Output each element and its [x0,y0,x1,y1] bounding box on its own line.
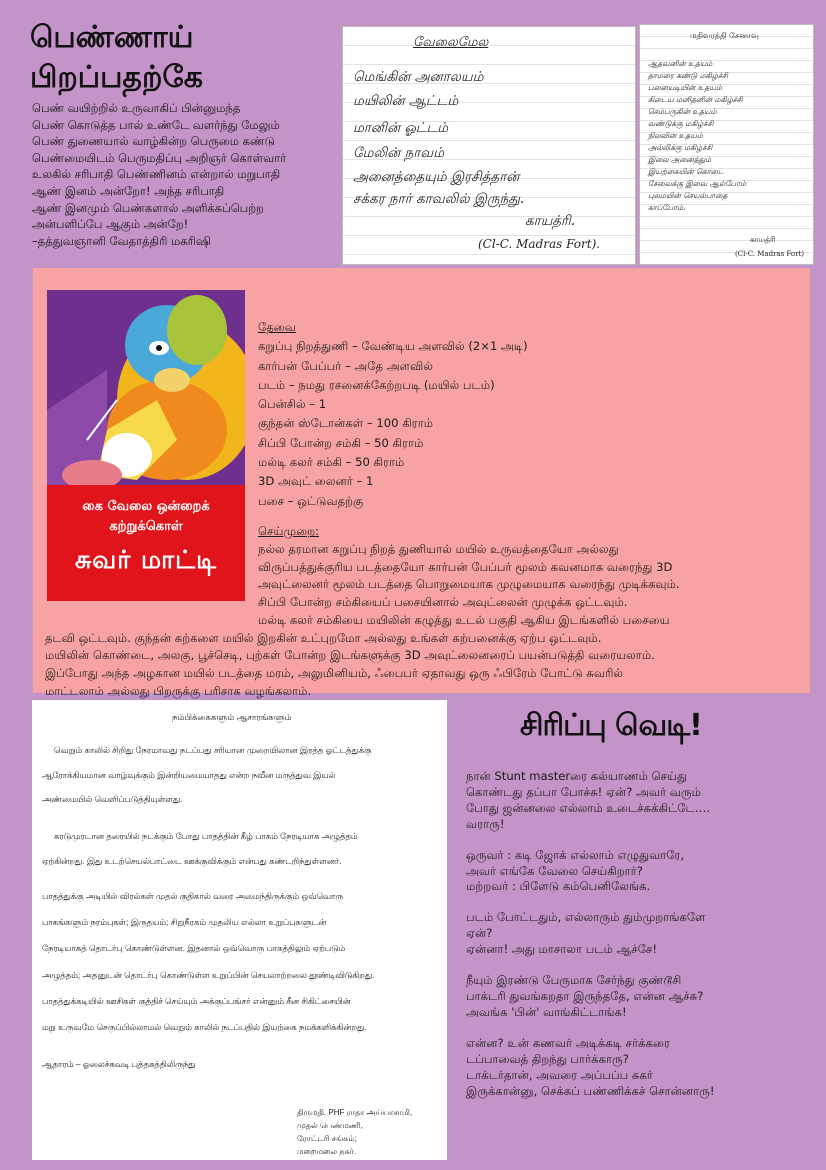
joke-line: ஏன்னா! அது மாசாலா படம் ஆச்சே! [466,942,658,957]
handwritten-note-image [343,27,635,264]
poem-line: ஆண் இனமும் பெண்களால் அளிக்கப்பெற்ற [32,200,264,215]
page-title [30,18,330,98]
note-source: (Cl-C. Madras Fort). [478,237,601,251]
article-line: பாதத்துக்கடியில் ஊசிகள் குத்திச் செய்யும் அக்குப்பங்சர் என்னும் சீன சிகிட்சையின் [42,996,351,1006]
note-heading: மதிவரத்தி சேனாவு [690,31,759,40]
poem-line: ஆண் இனம் அன்றோ! அந்த சரிபாதி [32,183,225,198]
banner-line-2: கற்றுக்கொள் [109,519,183,534]
jokes-title: சிரிப்பு வெடி! [520,708,702,743]
note-line: கிடைய மனிதனின் மகிழ்ச்சி [648,95,743,104]
note-heading: வேலைமேல [413,35,489,50]
material-item: 3D அவுட் லைனர் – 1 [258,474,374,489]
joke-line: அவங்க 'பின்' வாங்கிட்டாங்க! [466,1004,627,1019]
article-line: நேரடியாகத் தொடர்பு கொண்டுள்ளன. இதனால் ஒவ்வொரு பாகத்திலும் ஏற்படும் [42,943,346,953]
joke-item [466,769,786,833]
note-line: சக்கர நார் காவலில் இருந்து. [353,191,525,207]
note-line: செம்பருகின் உதயம் [648,107,717,116]
article-source: ஆதாரம் – ஓலைச்சுவடி புத்தகத்திலிருந்து [42,1059,196,1069]
banner-line-1: கை வேலை ஒன்றைக் [82,499,210,514]
materials-list [258,318,778,511]
article-line: ஆரோக்கியமான வாழ்வுக்கும் இன்றியமையாதது என்ற நவீன மருத்துவ இயல் [42,770,336,780]
method-heading: செய்முறை: [258,524,320,538]
material-item: சிப்பி போன்ற சம்கி – 50 கிராம் [258,435,424,450]
method-line: தடவி ஒட்டவும். குந்தன் கற்களை மயில் இறகின் உட்புறமோ அல்லது உங்கள் கற்பனைக்கு ஏற்ப ஒட்டவும். [45,630,602,645]
article-line: பாகங்களும் நரம்புகள்; இருதயம்; சிறுநீரகம் முதலிய எல்லா உறுப்புகளுடன் [42,917,327,927]
poem [32,100,332,249]
note-line: மெங்கின் அனாலயம் [353,69,484,85]
note-line: நிலவின் உதயம் [648,131,703,140]
joke-item [466,1036,786,1100]
joke-line: பாக்டரி துவங்கறதா இருந்ததே, என்ன ஆச்சு? [466,988,704,1003]
article-line: மறு உருவமே செருப்பில்லாமல் வெறும் காலில் நடப்பதில் இயற்கை நமக்களிக்கின்றது. [42,1022,367,1032]
method-line: சிப்பி போன்ற சம்கியைப் பசையினால் அவுட்லைன் முழுக்க ஒட்டவும். [258,595,628,610]
article-signature-line: ரோட்டரி சங்கம்; [297,1134,357,1143]
method-line: அவுட்லைனர் மூலம் படத்தை பொறுமையாக முழுமையாக வரைந்து முடிக்கவும். [258,577,680,592]
method-text [45,541,802,700]
article-line: ஏற்கின்றது. இது உடற்செயல்பாட்டை ஊக்குவிக்கும் என்பது கண்டறிந்துள்ளனர். [42,856,342,866]
joke-line: படம் போட்டதும், எல்லாரும் தும்முறாங்களே [466,910,706,925]
joke-line: என்ன? உன் கணவர் அடிக்கடி சர்க்கரை [466,1035,670,1050]
note-line: மானின் ஓட்டம் [353,120,449,136]
note-line: ஆதவனின் உதயம் [648,59,713,68]
method-line: மல்டி கலர் சம்கியை மயிலின் கழுத்து உடல் பகுதி ஆகிய இடங்களில் பசையை [258,612,670,627]
joke-line: நீயும் இரண்டு பேருமாக சேர்ந்து குண்டூசி [466,973,682,988]
title-line-1: பெண்ணாய் [30,20,194,55]
article-line: அண்மையில் வெளிப்படுத்தியுள்ளது. [42,794,183,804]
joke-line: கொண்டது தப்பா போச்சு! ஏன்? அவர் வரும் [466,784,701,799]
joke-line: நான் Stunt masterரை கல்யாணம் செய்து [466,769,688,783]
note-signature: காயத்ரி. [525,213,576,229]
note-line: தாமரை கண்டு மகிழ்ச்சி [648,71,728,80]
banner-title: சுவர் மாட்டி [75,545,217,574]
article-signature-line: திருமதி. PHF ராதா அய்யாசாமி, [297,1108,413,1117]
illustration-image [47,290,245,485]
poem-line: பெண் துணையால் வாழ்கின்ற பெருமை கண்டு [32,134,275,149]
poem-line: அன்பளிப்பே ஆகும் அன்றே! [32,217,189,232]
note-line: காப்போம். [648,203,686,212]
article-signature-line: மறைமலை நகர். [297,1147,356,1156]
method-line: இப்போது அந்த அழகான மயில் படத்தை மரம், அலுமினியம், ஃபைபர் ஏதாவது ஒரு ஃபிரேம் போட்டு சுவரில் [45,665,624,680]
jokes-list [466,769,786,1114]
note-source: (Cl-C. Madras Fort) [735,250,804,258]
joke-line: டாக்டர்தான், அவரை அப்பப்ப சுகர் [466,1067,653,1082]
joke-line: இருக்கான்னு, செக்கப் பண்ணிக்கச் சொன்னாரு! [466,1083,715,1098]
joke-line: மற்றவர் : பிளேடு கம்பெனிலேங்க. [466,879,651,894]
joke-line: வராரு! [466,816,505,831]
method-line: மயிலின் கொண்டை, அலகு, பூச்செடி, புற்கள் போன்ற இடங்களுக்கு 3D அவுட்லைனரைப் பயன்படுத்தி வரையலாம். [45,648,655,663]
joke-line: போது ஜன்னலை எல்லாம் உடைச்சுக்கிட்டே…. [466,800,711,815]
joke-line: அவர் எங்கே வேலை செய்கிறார்? [466,863,643,878]
article-line: பாதத்துக்கு அடியில் விரல்கள் முதல் குதிகால் வரை அமைந்திருக்கும் ஒவ்வொரு [42,891,344,901]
material-item: குந்தன் ஸ்டோன்கள் – 100 கிராம் [258,416,434,431]
article-line: வெறும் காலில் சிறிது நேரமாவது நடப்பது சரியான முறையிலான இரத்த ஓட்டத்துக்கு [54,745,372,755]
joke-line: ஒருவர் : கடி ஜோக் எல்லாம் எழுதுவாரே, [466,847,685,862]
poem-line: பெண்மையிடம் பெருமதிப்பு அறிஞர் கொள்வார் [32,150,287,165]
poem-author: –தத்துவஞானி வேதாத்திரி மகரிஷி [32,233,211,248]
material-item: கார்பன் பேப்பர் – அதே அளவில் [258,358,433,373]
note-line: பனையடியின் உதயம் [648,83,722,92]
note-line: மேலின் நாவம் [353,145,445,161]
joke-item [466,910,786,958]
joke-item [466,973,786,1021]
scanned-article [32,700,447,1160]
method-line: விருப்பத்துக்குரிய படத்தையோ கார்பன் பேப்பர் மூலம் கவனமாக வரைந்து 3D [258,559,673,574]
material-item: படம் – நமது ரசனைக்கேற்றபடி (மயில் படம்) [258,377,495,392]
material-item: பென்சில் – 1 [258,397,327,412]
note-line: அனைத்தையும் இரசித்தான் [353,169,520,185]
material-item: மல்டி கலர் சம்கி – 50 கிராம் [258,455,405,470]
material-item: கறுப்பு நிறத்துணி – வேண்டிய அளவில் (2×1 அடி) [258,339,528,354]
note-line: மயிலின் ஆட்டம் [353,93,459,109]
method-line: நல்ல தரமான கறுப்பு நிறத் துணியால் மயில் உருவத்தையோ அல்லது [258,542,619,556]
note-line: புலமயின் செயல்பாதை [648,191,728,200]
note-line: இலை அனைத்தும் [648,155,712,164]
poem-line: பெண் வயிற்றில் உருவாகிப் பின்னுமந்த [32,101,241,115]
handwritten-note-image-2 [640,25,813,264]
note-line: இயற்கையின் கொடை [648,167,724,176]
joke-line: ஏன்? [466,926,493,941]
title-line-2: பிறப்பதற்கே [30,60,203,95]
note-signature: காயத்ரி [750,235,776,244]
poem-line: பெண் கொடுத்த பால் உண்டே வளர்ந்து மேலும் [32,117,280,132]
note-line: சேவைக்கு இவை ஆல்போம் [648,179,747,188]
material-item: பசை – ஒட்டுவதற்கு [258,493,364,508]
materials-heading: தேவை [258,320,296,334]
joke-line: டப்பாவைத் திறந்து பார்க்காரு? [466,1051,629,1066]
article-line: அழுத்தம்; அதனுடன் தொடர்பு கொண்டுள்ள உறுப்பின் செயலாற்றலை தூண்டிவிடுகிறது. [42,970,375,980]
woman-sewing-illustration [47,290,245,485]
note-line: வண்டுக்கு மகிழ்ச்சி [648,119,714,128]
article-line: கரடுமுரடான தரையில் நடக்கும் போது பாதத்தின் கீழ் பாகம் நேரடியாக அழுத்தம் [54,831,358,841]
method-line: மாட்டலாம் அல்லது பிறருக்கு பரிசாக வழங்கலாம். [45,683,312,698]
poem-line: உலகில் சரிபாதி பெண்ணினம் என்றால் மறுபாதி [32,167,281,182]
article-title: நம்பிக்கைகளும் ஆசாரங்களும் [172,712,292,722]
joke-item [466,848,786,896]
note-line: அல்லிக்கு மகிழ்ச்சி [648,143,713,152]
article-signature-line: முதல் பெண்மணி, [297,1121,363,1130]
